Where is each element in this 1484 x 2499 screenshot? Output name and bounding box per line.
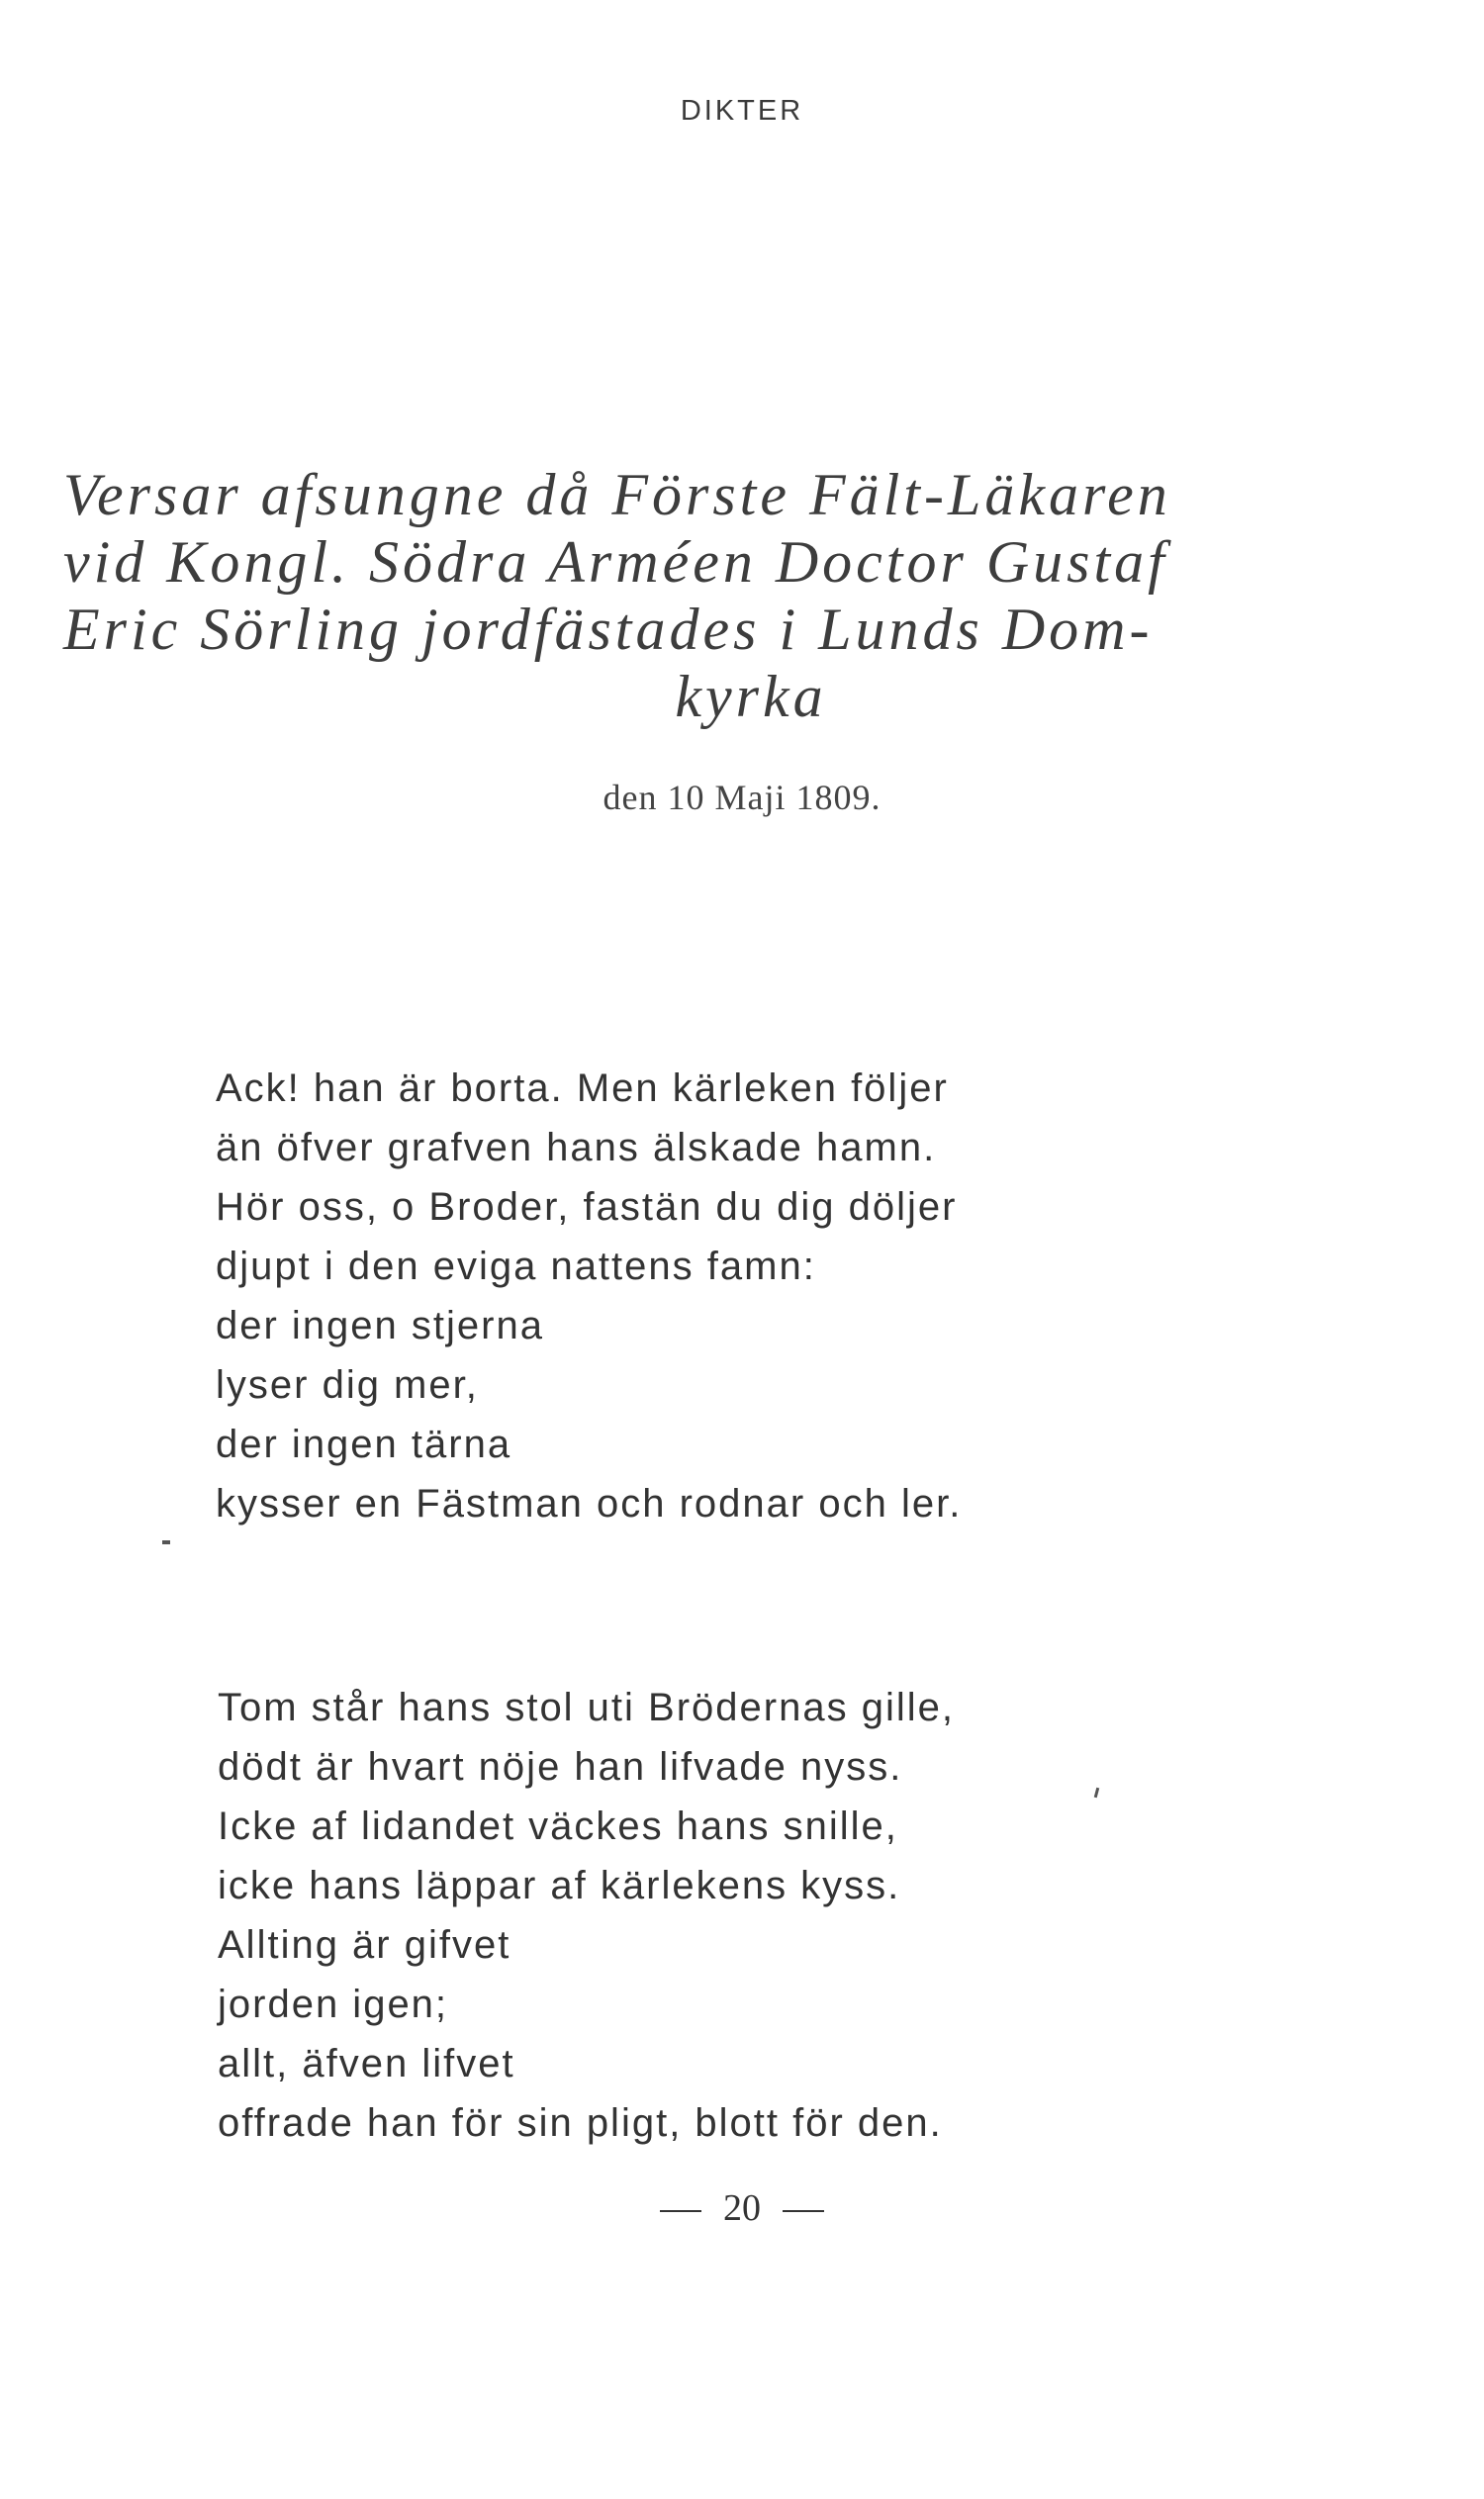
stanza-2 (218, 1678, 955, 2153)
title-line: Versar afsungne då Förste Fält-Läkaren (63, 462, 1171, 527)
verse-line: allt, äfven lifvet (218, 2042, 515, 2085)
page-number-text: 20 (723, 2187, 761, 2229)
dash-left (660, 2210, 701, 2212)
verse-line: Tom står hans stol uti Brödernas gille, (218, 1686, 955, 1729)
page-number (0, 2186, 1484, 2230)
verse-line: djupt i den eviga nattens famn: (216, 1245, 816, 1288)
title-line: vid Kongl. Södra Arméen Doctor Gustaf (63, 529, 1168, 595)
title-line: kyrka (675, 664, 827, 729)
print-speck (1094, 1788, 1099, 1798)
verse-line: der ingen tärna (216, 1423, 512, 1466)
running-head: DIKTER (680, 95, 804, 127)
dateline: den 10 Maji 1809. (603, 778, 881, 817)
verse-line: Allting är gifvet (218, 1923, 511, 1967)
verse-line: kysser en Fästman och rodnar och ler. (216, 1482, 963, 1526)
title-line: Eric Sörling jordfästades i Lunds Dom- (63, 597, 1154, 662)
verse-line: offrade han för sin pligt, blott för den. (218, 2101, 943, 2145)
verse-line: lyser dig mer, (216, 1363, 479, 1407)
verse-line: än öfver grafven hans älskade hamn. (216, 1126, 937, 1169)
poem-title (63, 461, 1399, 730)
verse-line: jorden igen; (218, 1983, 449, 2026)
print-speck (162, 1540, 170, 1544)
verse-line: icke hans läppar af kärlekens kyss. (218, 1864, 901, 1907)
verse-line: Icke af lidandet väckes hans snille, (218, 1805, 898, 1848)
stanza-1 (216, 1059, 962, 1533)
verse-line: Ack! han är borta. Men kärleken följer (216, 1066, 949, 1110)
verse-line: Hör oss, o Broder, fastän du dig döljer (216, 1185, 958, 1229)
dash-right (783, 2210, 824, 2212)
verse-line: dödt är hvart nöje han lifvade nyss. (218, 1745, 903, 1789)
verse-line: der ingen stjerna (216, 1304, 544, 1347)
